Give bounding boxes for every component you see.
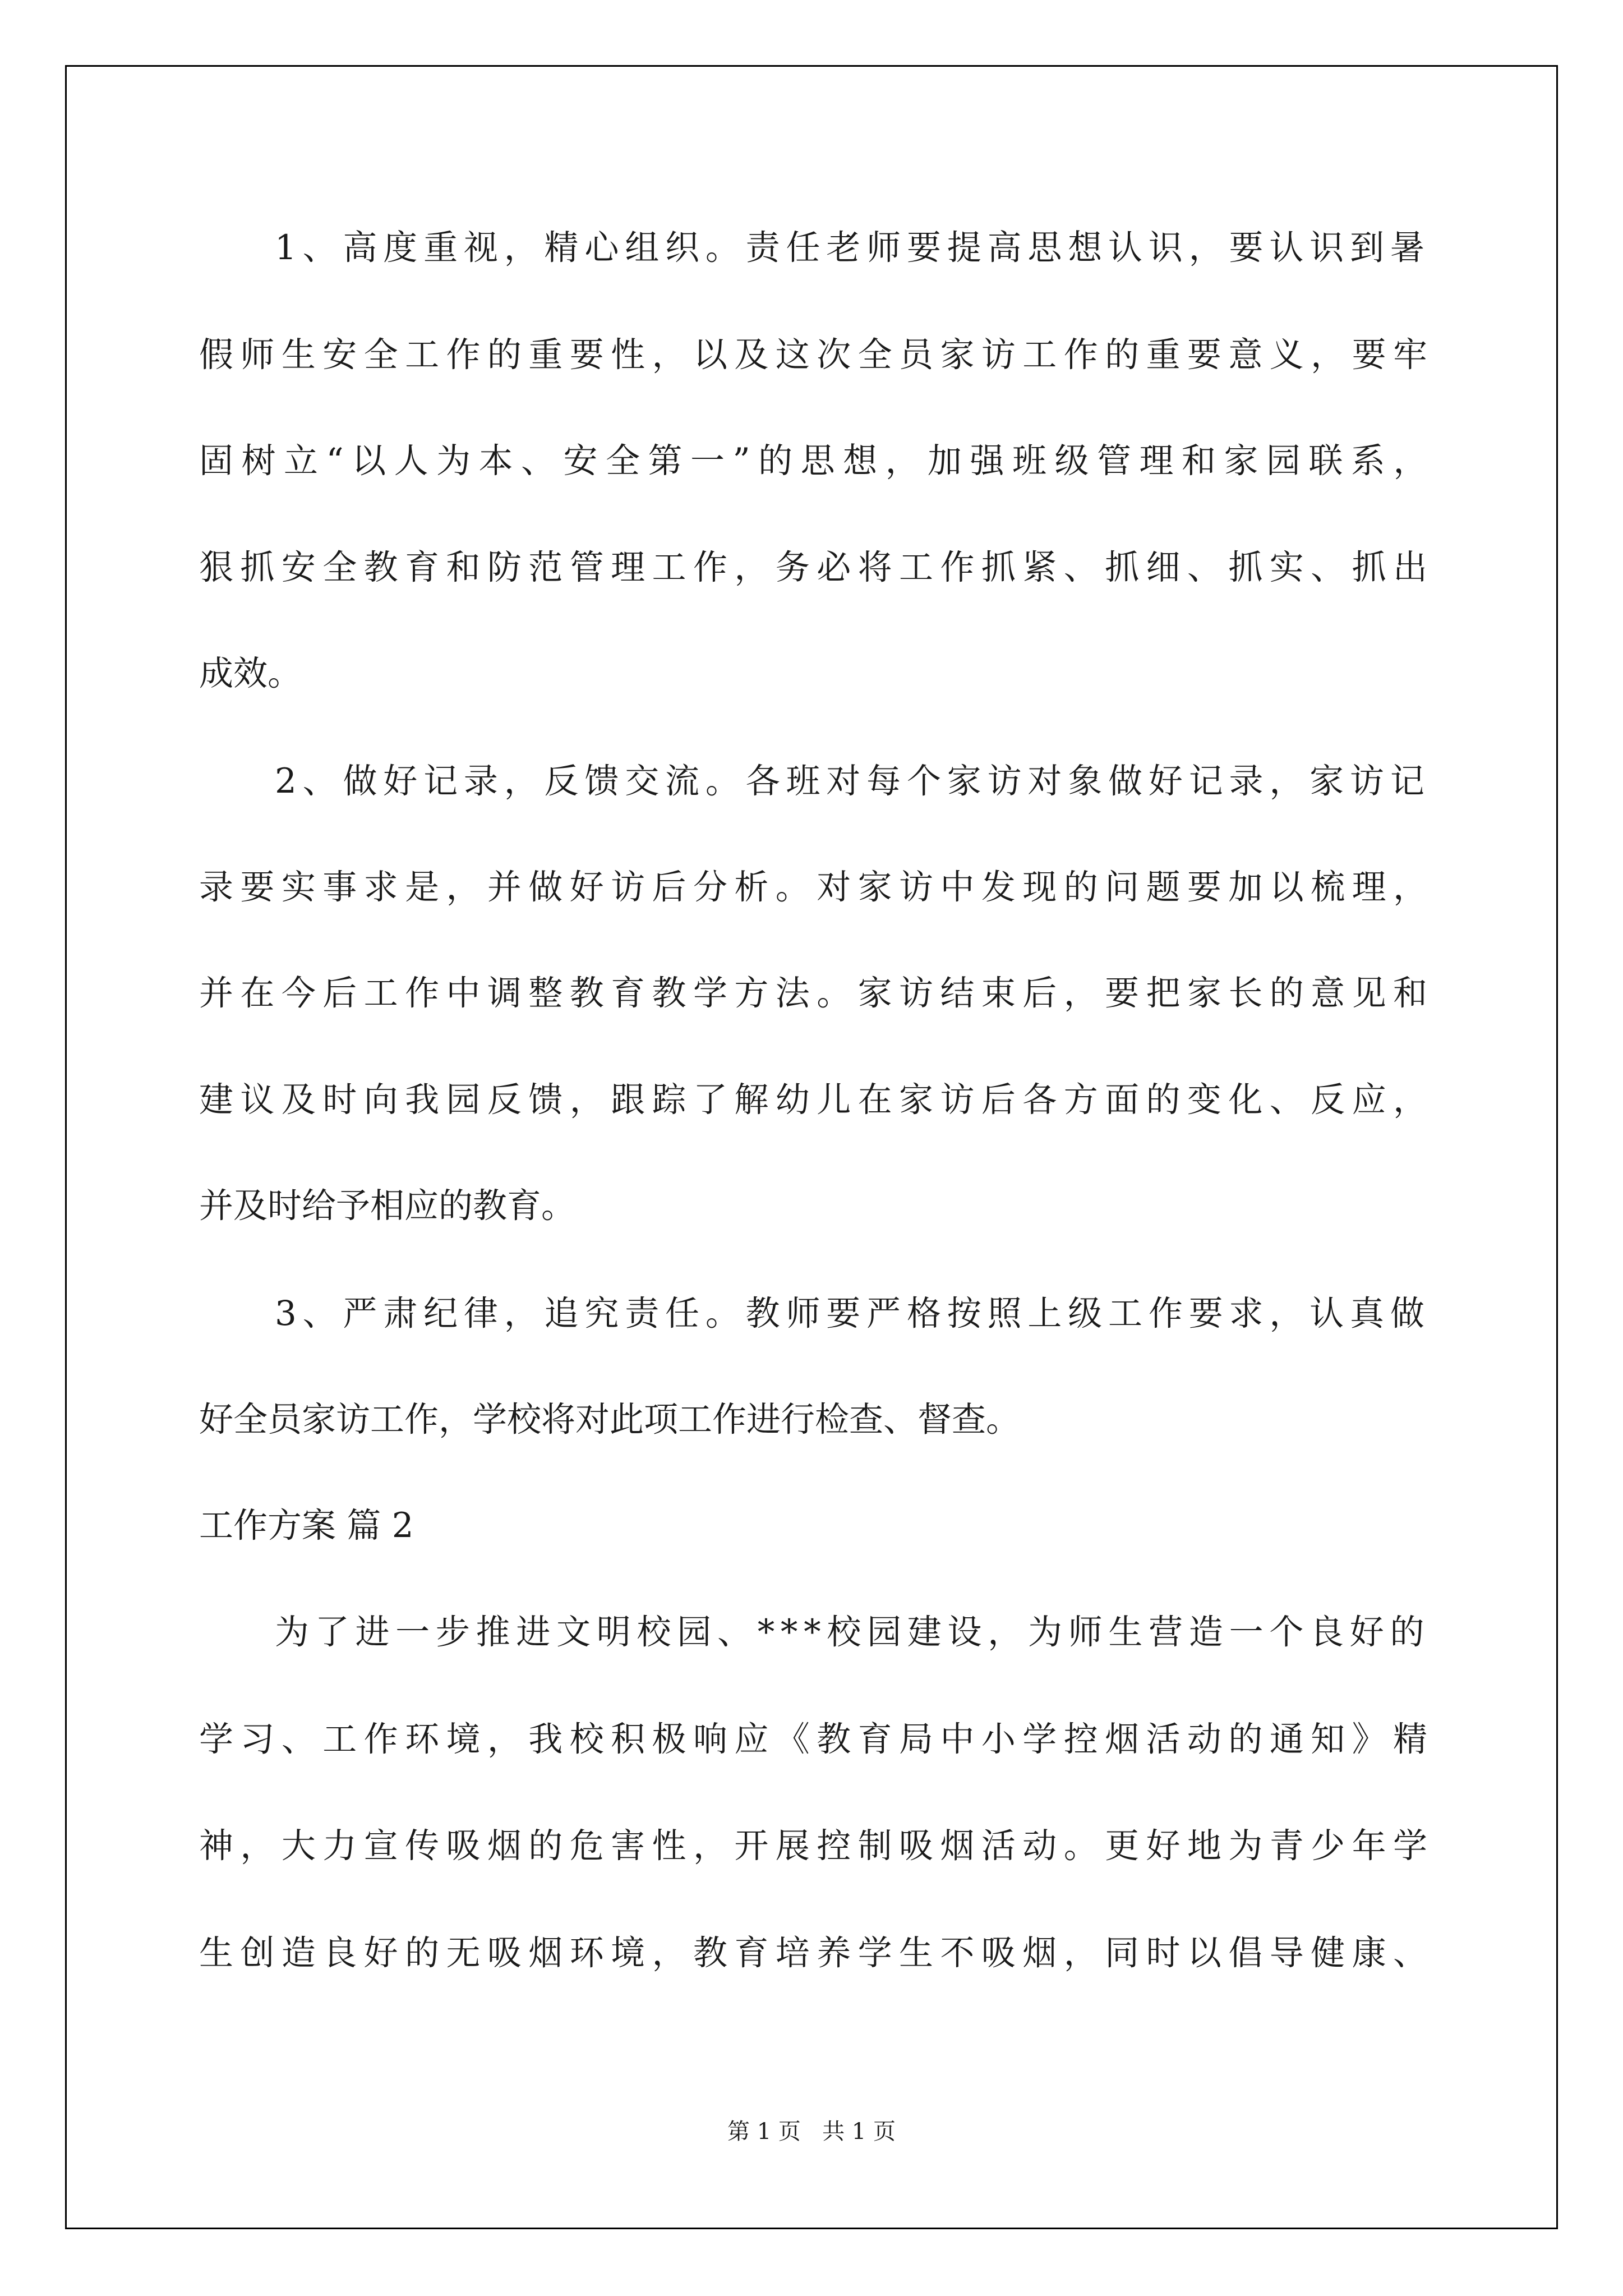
page-number: 第 1 页 共 1 页 [727, 2119, 896, 2145]
paragraph-1-line-5: 成效。 [199, 654, 302, 693]
paragraph-2-line-5: 并及时给予相应的教育。 [199, 1186, 576, 1226]
paragraph-1-line-3: 固树立“以人为本、安全第一”的思想，加强班级管理和家园联系， [199, 441, 1436, 481]
page-border [65, 65, 1558, 2229]
paragraph-3-line-1: 3、严肃纪律，追究责任。教师要严格按照上级工作要求，认真做 [275, 1294, 1431, 1333]
paragraph-3-line-2: 好全员家访工作，学校将对此项工作进行检查、督查。 [199, 1400, 1021, 1439]
paragraph-2-line-3: 并在今后工作中调整教育教学方法。家访结束后，要把家长的意见和 [199, 973, 1435, 1013]
paragraph-5-line-1: 为了进一步推进文明校园、***校园建设，为师生营造一个良好的 [275, 1612, 1431, 1652]
paragraph-5-line-3: 神，大力宣传吸烟的危害性，开展控制吸烟活动。更好地为青少年学 [199, 1826, 1435, 1866]
paragraph-5-line-2: 学习、工作环境，我校积极响应《教育局中小学控烟活动的通知》精 [199, 1719, 1435, 1759]
paragraph-2-line-4: 建议及时向我园反馈，跟踪了解幼儿在家访后各方面的变化、反应， [199, 1080, 1435, 1120]
paragraph-5-line-4: 生创造良好的无吸烟环境，教育培养学生不吸烟，同时以倡导健康、 [199, 1933, 1435, 1973]
paragraph-1-line-1: 1、高度重视，精心组织。责任老师要提高思想认识，要认识到暑 [275, 228, 1431, 268]
paragraph-2-line-1: 2、做好记录，反馈交流。各班对每个家访对象做好记录，家访记 [275, 761, 1431, 801]
section-heading: 工作方案 篇 2 [199, 1506, 414, 1545]
paragraph-1-line-4: 狠抓安全教育和防范管理工作，务必将工作抓紧、抓细、抓实、抓出 [199, 547, 1435, 587]
paragraph-1-line-2: 假师生安全工作的重要性，以及这次全员家访工作的重要意义，要牢 [199, 335, 1435, 375]
paragraph-2-line-2: 录要实事求是，并做好访后分析。对家访中发现的问题要加以梳理， [199, 867, 1435, 907]
